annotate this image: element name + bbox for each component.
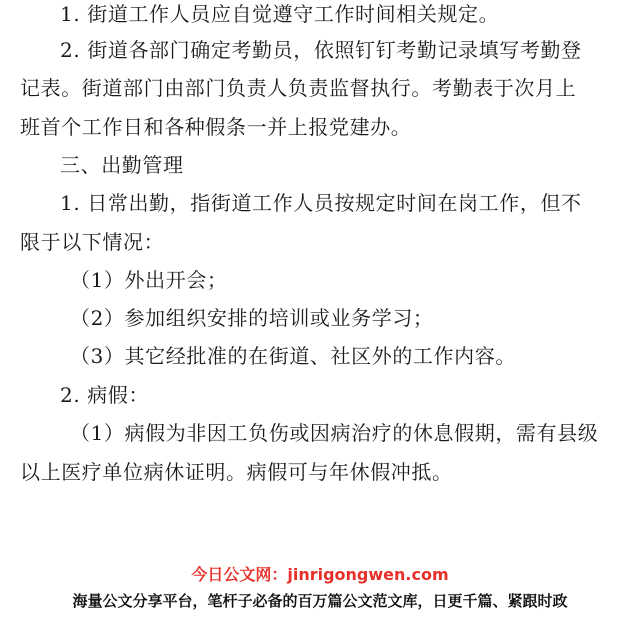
doc-line-12: （1）病假为非因工负伤或因病治疗的休息假期，需有县级 — [70, 421, 599, 445]
doc-line-2: 2. 街道各部门确定考勤员，依照钉钉考勤记录填写考勤登 — [60, 38, 582, 62]
doc-line-8: （1）外出开会； — [70, 268, 228, 292]
footer-slogan: 海量公文分享平台，笔杆子必备的百万篇公文范文库，日更千篇、紧跟时政 — [72, 592, 568, 610]
section-heading: 三、出勤管理 — [60, 153, 184, 177]
doc-line-6: 1. 日常出勤，指街道工作人员按规定时间在岗工作，但不 — [60, 191, 582, 215]
doc-line-4: 班首个工作日和各种假条一并上报党建办。 — [20, 115, 412, 139]
doc-line-3: 记表。街道部门由部门负责人负责监督执行。考勤表于次月上 — [20, 76, 577, 100]
doc-line-1: 1. 街道工作人员应自觉遵守工作时间相关规定。 — [60, 2, 500, 26]
doc-line-13: 以上医疗单位病休证明。病假可与年休假冲抵。 — [20, 460, 453, 484]
doc-line-11: 2. 病假： — [60, 383, 150, 407]
doc-line-7: 限于以下情况： — [20, 230, 165, 254]
doc-line-10: （3）其它经批准的在街道、社区外的工作内容。 — [70, 344, 516, 368]
footer-site-link[interactable]: 今日公文网：jinrigongwen.com — [191, 565, 449, 584]
doc-line-9: （2）参加组织安排的培训或业务学习； — [70, 306, 434, 330]
